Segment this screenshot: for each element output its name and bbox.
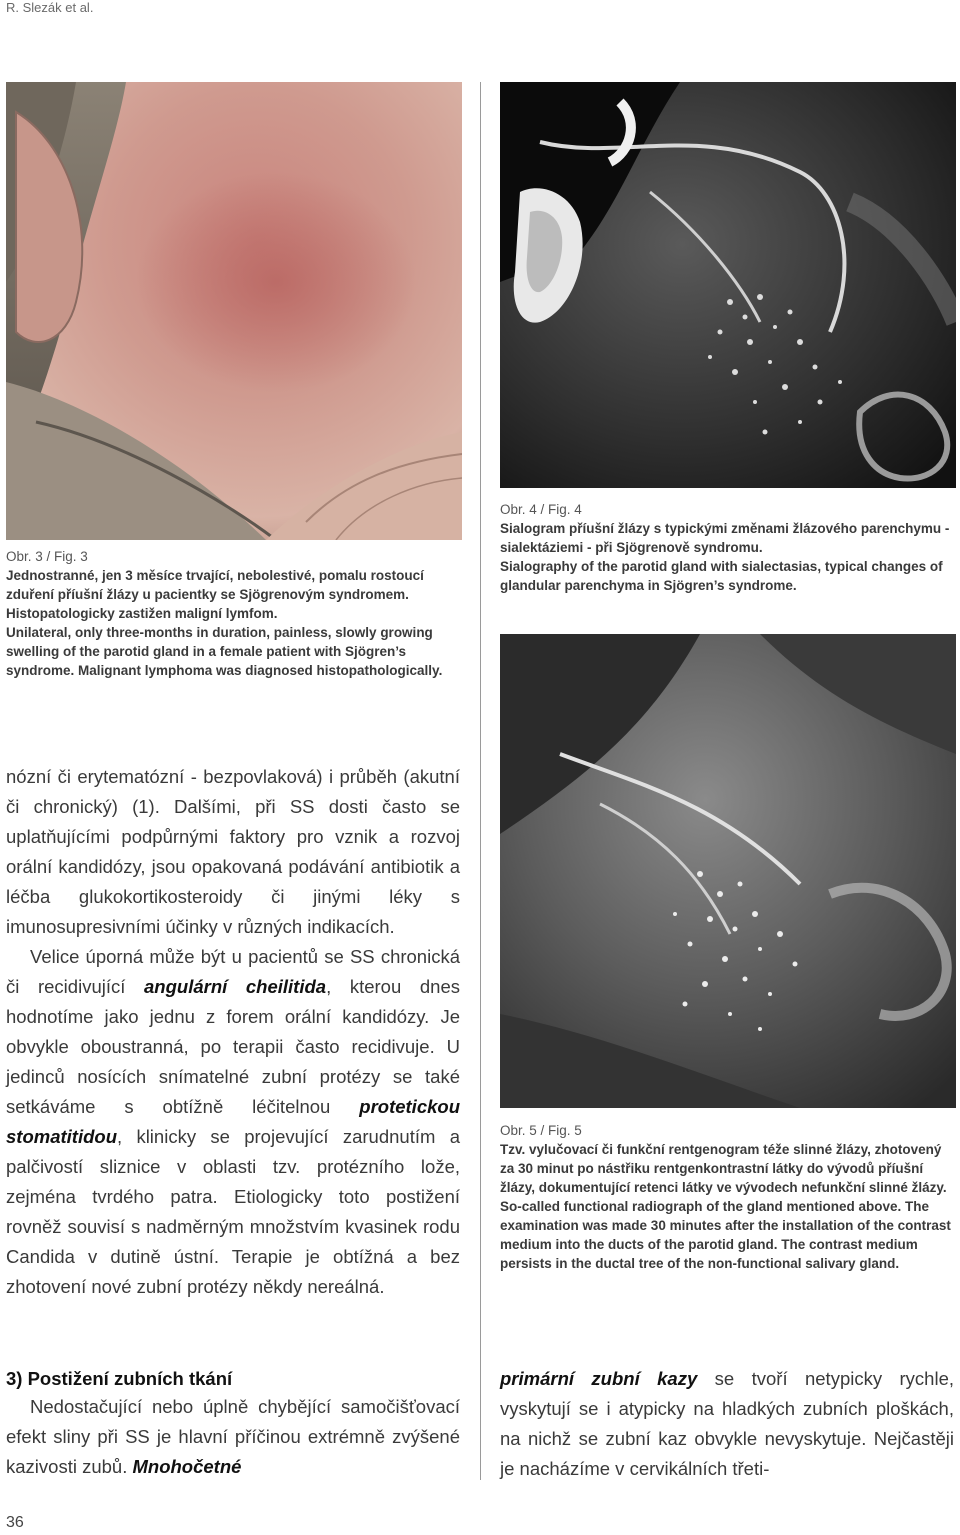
paragraph-2-part-c: , klinicky se projevující zarudnutím a palčivostí sliznice v oblasti tzv. protézního lože, zejména tvrdého patra. Etiologicky toto postižení rovněž souvisí s nadměrným množstvím kvasinek rodu Candida v dutině ústní. Terapie je obtížná a bez zhotovení nové zubní protézy někdy nereálná. bbox=[6, 1126, 460, 1297]
figure5-caption bbox=[500, 1121, 954, 1273]
figure4-caption-en: Sialography of the parotid gland with sialectasias, typical changes of glandular parenchyma in Sjögren’s syndrome. bbox=[500, 559, 943, 593]
paragraph-2-part-a: Velice úporná může být u pacientů se SS chronická či recidivující bbox=[6, 946, 460, 997]
figure3-label: Obr. 3 / Fig. 3 bbox=[6, 549, 88, 564]
emphasis-multiple: Mnohočetné bbox=[132, 1456, 242, 1477]
figure4-caption-cz: Sialogram příušní žlázy s typickými změnami žlázového parenchymu - sialektáziemi - při Sjögrenově syndromu. bbox=[500, 521, 950, 555]
paragraph-4-rest: se tvoří netypicky rychle, vyskytují se i atypicky na hladkých zubních ploškách, na nichž se zubní kaz obvykle nevyskytuje. Nejčastěji je nacházíme v cervikálních třeti- bbox=[500, 1368, 954, 1479]
section-3-paragraph bbox=[6, 1392, 460, 1482]
figure4-caption bbox=[500, 500, 954, 595]
paragraph-3-part-a: Nedostačující nebo úplně chybějící samočišťovací efekt sliny při SS je hlavní příčinou extrémně zvýšené kazivosti zubů. bbox=[6, 1396, 460, 1477]
body-text-left bbox=[6, 762, 460, 1302]
paragraph-1: nózní či erytematózní - bezpovlaková) i průběh (akutní či chronický) (1). Dalšími, při SS dosti často se uplatňujícími podpůrnými faktory pro vznik a rozvoj orální kandidózy, jsou opakovaná podávání antibiotik a léčba glukokortikosteroidy či jinými léky s imunosupresivními účinky v různých indikacích. bbox=[6, 766, 460, 937]
figure5-label: Obr. 5 / Fig. 5 bbox=[500, 1123, 582, 1138]
emphasis-primary-caries: primární zubní kazy bbox=[500, 1368, 698, 1389]
column-divider bbox=[480, 82, 481, 1480]
figure5-caption-en: So-called functional radiograph of the gland mentioned above. The examination was made 30 minutes after the installation of the contrast medium into the ducts of the parotid gland. The contrast medium persists in the ductal tree of the non-functional salivary gland. bbox=[500, 1199, 951, 1271]
figure3-caption bbox=[6, 547, 458, 680]
emphasis-angular-cheilitis: angulární cheilitida bbox=[144, 976, 327, 997]
figure3-caption-cz: Jednostranné, jen 3 měsíce trvající, nebolestivé, pomalu rostoucí zduření příušní žlázy u pacientky se Sjögrenovým syndromem. Histopatologicky zastižen maligní lymfom. bbox=[6, 568, 424, 621]
body-text-right bbox=[500, 1364, 954, 1484]
figure4-label: Obr. 4 / Fig. 4 bbox=[500, 502, 582, 517]
section-3-heading: 3) Postižení zubních tkání bbox=[6, 1368, 233, 1389]
figure3-caption-en: Unilateral, only three-months in duration, painless, slowly growing swelling of the parotid gland in a female patient with Sjögren’s syndrome. Malignant lymphoma was diagnosed histopathologically. bbox=[6, 625, 443, 678]
page-number: 36 bbox=[6, 1514, 24, 1531]
emphasis-prosthetic-stomatitis: protetickou stomatitidou bbox=[6, 1096, 460, 1147]
paragraph-2-part-b: , kterou dnes hodnotíme jako jednu z forem orální kandidózy. Je obvykle oboustranná, po terapii často recidivuje. U jedinců nosících snímatelné zubní protézy se také setkáváme s obtížně léčitelnou bbox=[6, 976, 460, 1117]
running-head: R. Slezák et al. bbox=[6, 0, 94, 15]
figure3-photo bbox=[6, 82, 462, 540]
figure5-radiograph bbox=[500, 634, 956, 1108]
figure4-radiograph bbox=[500, 82, 956, 488]
paragraph-2 bbox=[6, 942, 460, 1302]
figure5-caption-cz: Tzv. vylučovací či funkční rentgenogram téže slinné žlázy, zhotovený za 30 minut po nástřiku rentgenkontrastní látky do vývodů příušní žlázy, dokumentující retenci látky ve vývodech nefunkční slinné žlázy. bbox=[500, 1142, 947, 1195]
